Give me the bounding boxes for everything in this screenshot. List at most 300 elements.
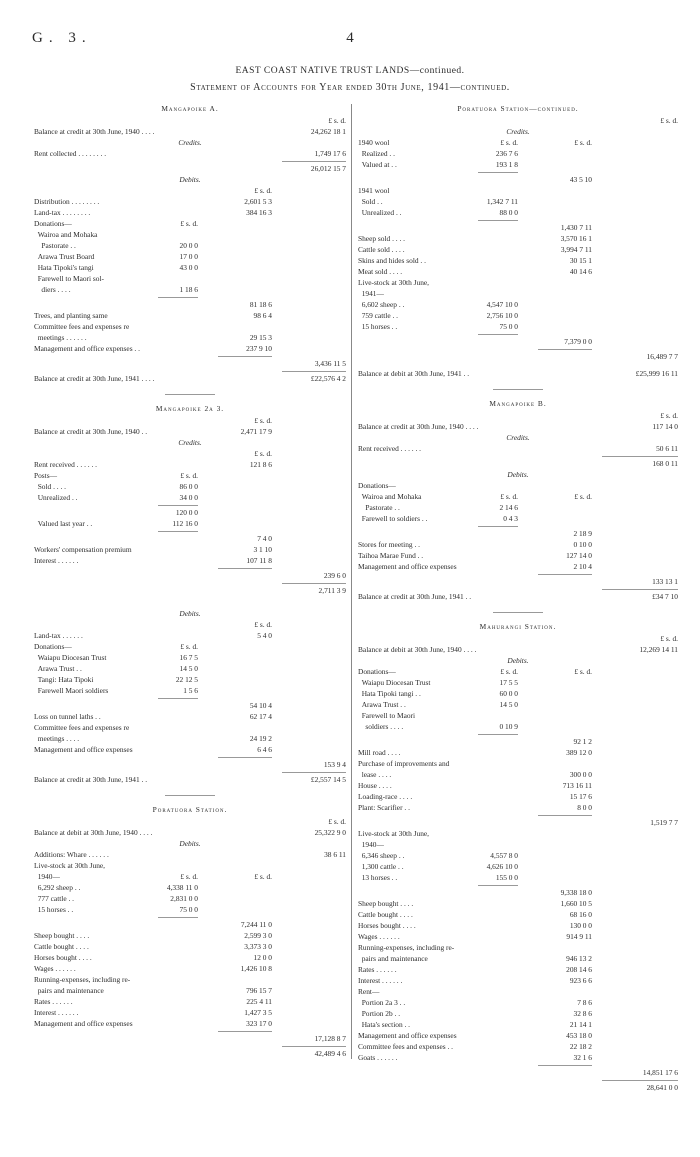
subsection-heading: Debits. (179, 839, 201, 848)
row-label: meetings . . . . . . (34, 333, 87, 342)
amount-c3: 153 9 4 (323, 760, 346, 769)
amount-c2: 29 15 3 (249, 333, 272, 342)
row-label: 13 horses . . (358, 873, 398, 882)
amount-c2: 3,373 3 0 (244, 942, 272, 951)
ledger-row (358, 1041, 678, 1052)
row-label: Taihoa Marae Fund . . (358, 551, 424, 560)
amount-c3: 14,851 17 6 (642, 1068, 678, 1077)
ledger-row (358, 644, 678, 655)
amount-c2: 9,338 18 0 (560, 888, 592, 897)
underline (282, 161, 346, 162)
amount-c3: £22,576 4 2 (310, 374, 346, 383)
row-label: Live-stock at 30th June, (358, 829, 430, 838)
ledger-row (358, 421, 678, 432)
underline (478, 734, 518, 735)
amount-c2: 0 10 0 (573, 540, 592, 549)
row-label: Loss on tunnel laths . . (34, 712, 101, 721)
underline (282, 772, 346, 773)
amount-c1: £ s. d. (180, 872, 198, 881)
underline (538, 815, 592, 816)
row-label: Balance at credit at 30th June, 1941 . . (34, 775, 148, 784)
ledger-row (358, 480, 678, 491)
amount-c2: 2,601 5 3 (244, 197, 272, 206)
amount-c2: 107 11 8 (246, 556, 272, 565)
amount-c1: 155 0 0 (495, 873, 518, 882)
row-label: Management and office expenses (358, 1031, 457, 1040)
ledger-row (34, 827, 346, 838)
row-label: Balance at debit at 30th June, 1940 . . . . (34, 828, 153, 837)
amount-c2: 3,994 7 11 (560, 245, 592, 254)
row-label: Balance at credit at 30th June, 1941 . . (358, 592, 472, 601)
row-label: Live-stock at 30th June, (358, 278, 430, 287)
ledger-row (358, 1067, 678, 1078)
row-label: 777 cattle . . (34, 894, 75, 903)
ledger-row (34, 332, 346, 343)
row-label: Committee fees and expenses . . (358, 1042, 454, 1051)
amount-c3: 38 6 11 (324, 850, 346, 859)
row-label: Balance at credit at 30th June, 1940 . . . . (34, 127, 155, 136)
ledger-row (358, 561, 678, 572)
row-label: Rent received . . . . . . (358, 444, 422, 453)
row-label: 759 cattle . . (358, 311, 399, 320)
amount-c2: 300 0 0 (569, 770, 592, 779)
ledger-row (358, 351, 678, 362)
ledger-row (358, 898, 678, 909)
row-label: 6,292 sheep . . (34, 883, 81, 892)
row-label: Farewell to soldiers . . (358, 514, 428, 523)
ledger-row (34, 759, 346, 770)
amount-c2: 62 17 4 (249, 712, 272, 721)
ledger-row (34, 919, 346, 930)
row-label: Wairoa and Mohaka (358, 492, 422, 501)
ledger-row (34, 700, 346, 711)
amount-c1: 86 0 0 (179, 482, 198, 491)
ledger-row (358, 802, 678, 813)
ledger-row (34, 218, 346, 229)
underline (282, 583, 346, 584)
amount-c3: 28,641 0 0 (646, 1083, 678, 1092)
ledger-row (34, 985, 346, 996)
amount-c3: 239 6 0 (323, 571, 346, 580)
ledger-row (358, 975, 678, 986)
ledger-row (358, 458, 678, 469)
document-subtitle: Statement of Accounts for Year ended 30th June, 1941—continued. (190, 82, 510, 93)
amount-c2: 7,379 0 0 (564, 337, 592, 346)
ledger-row (34, 871, 346, 882)
amount-c2: 81 18 6 (249, 300, 272, 309)
section-separator (493, 389, 543, 390)
ledger-row (34, 229, 346, 240)
amount-c3: 133 13 1 (652, 577, 678, 586)
row-label: Stores for meeting . . (358, 540, 420, 549)
amount-c1: 88 0 0 (499, 208, 518, 217)
amount-c2: £ s. d. (574, 138, 592, 147)
ledger-row (358, 828, 678, 839)
row-label: Management and office expenses (358, 562, 457, 571)
amount-c1: 17 0 0 (179, 252, 198, 261)
row-label: Farewell to Maori (358, 711, 416, 720)
row-label: Sheep sold . . . . (358, 234, 406, 243)
amount-c2: 8 0 0 (577, 803, 592, 812)
amount-c1: 22 12 5 (175, 675, 198, 684)
ledger-row (34, 630, 346, 641)
ledger-row (34, 685, 346, 696)
ledger-row (34, 481, 346, 492)
ledger-row (358, 872, 678, 883)
underline (478, 526, 518, 527)
section-title: Mangapoike 2a 3. (155, 404, 225, 413)
ledger-row (34, 570, 346, 581)
row-label: Rates . . . . . . (34, 997, 73, 1006)
row-label: Land-tax . . . . . . . . (34, 208, 91, 217)
row-label: lease . . . . (358, 770, 392, 779)
ledger-row (34, 148, 346, 159)
ledger-row (34, 358, 346, 369)
row-label: Workers' compensation premium (34, 545, 132, 554)
ledger-row (34, 321, 346, 332)
ledger-row (358, 222, 678, 233)
right-column (358, 100, 678, 1100)
ledger-row (358, 920, 678, 931)
row-label: Balance at credit at 30th June, 1941 . . . . (34, 374, 155, 383)
row-label: 1940— (358, 840, 384, 849)
amount-c2: 3 1 10 (253, 545, 272, 554)
amount-c3: 24,262 18 1 (310, 127, 346, 136)
amount-c3: 2,711 3 9 (318, 586, 346, 595)
row-label: Donations— (358, 667, 396, 676)
underline (478, 220, 518, 221)
underline (538, 1065, 592, 1066)
subsection-heading: Credits. (506, 433, 530, 442)
ledger-row (358, 576, 678, 587)
amount-c3: 25,322 9 0 (314, 828, 346, 837)
ledger-row (358, 115, 678, 126)
ledger-row (34, 711, 346, 722)
amount-c1: 1,342 7 11 (486, 197, 518, 206)
row-label: Donations— (34, 219, 72, 228)
ledger-row (34, 904, 346, 915)
ledger-row (358, 942, 678, 953)
ledger-row (34, 893, 346, 904)
amount-c2: 6 4 6 (257, 745, 272, 754)
underline (538, 574, 592, 575)
ledger-row (34, 115, 346, 126)
ledger-row (358, 159, 678, 170)
row-label: Sold . . (358, 197, 383, 206)
ledger-row (358, 148, 678, 159)
amount-c1: £ s. d. (180, 642, 198, 651)
amount-c2: 208 14 6 (566, 965, 592, 974)
amount-c2: 5 4 0 (257, 631, 272, 640)
ledger-row (34, 426, 346, 437)
amount-c1: £ s. d. (500, 492, 518, 501)
document-title: EAST COAST NATIVE TRUST LANDS—continued. (235, 66, 465, 76)
section-title: Poratuora Station—continued. (457, 104, 579, 113)
row-label: Farewell Maori soldiers (34, 686, 109, 695)
ledger-row (358, 1019, 678, 1030)
row-label: Arawa Trust . . (34, 664, 82, 673)
section-separator (165, 795, 215, 796)
ledger-row (34, 744, 346, 755)
ledger-row (358, 1082, 678, 1093)
row-label: Running-expenses, including re- (34, 975, 131, 984)
ledger-row (358, 137, 678, 148)
section-title: Mangapoike B. (489, 399, 547, 408)
amount-c1: 34 0 0 (179, 493, 198, 502)
underline (478, 885, 518, 886)
section-title: Poratuora Station. (152, 805, 228, 814)
ledger-row (34, 492, 346, 503)
row-label: Tangi: Hata Tipoki (34, 675, 94, 684)
row-label: Realized . . (358, 149, 395, 158)
amount-c2: 796 15 7 (246, 986, 272, 995)
amount-c1: 17 5 5 (499, 678, 518, 687)
ledger-row (34, 126, 346, 137)
row-label: 1941— (358, 289, 384, 298)
ledger-row (358, 502, 678, 513)
row-label: 1,300 cattle . . (358, 862, 404, 871)
ledger-row (34, 207, 346, 218)
ledger-row (358, 1008, 678, 1019)
amount-c2: £ s. d. (254, 872, 272, 881)
amount-c1: 236 7 6 (495, 149, 518, 158)
ledger-row (34, 952, 346, 963)
document-code: G. 3. (32, 30, 92, 46)
amount-c2: £ s. d. (574, 667, 592, 676)
ledger-row (34, 448, 346, 459)
amount-c2: 24 19 2 (249, 734, 272, 743)
amount-c3: £34 7 10 (652, 592, 678, 601)
amount-c1: 2 14 6 (499, 503, 518, 512)
ledger-row (34, 1033, 346, 1044)
amount-c3: £2,557 14 5 (310, 775, 346, 784)
row-label: Cattle bought . . . . (34, 942, 89, 951)
amount-c2: 15 17 6 (569, 792, 592, 801)
row-label: 6,346 sheep . . (358, 851, 405, 860)
ledger-row (34, 310, 346, 321)
amount-c2: 68 16 0 (569, 910, 592, 919)
row-label: Management and office expenses (34, 1019, 133, 1028)
row-label: Hata Tipoki tangi . . (358, 689, 421, 698)
amount-c1: 2,831 0 0 (170, 894, 198, 903)
row-label: Plant: Scarifier . . (358, 803, 410, 812)
amount-c2: 713 16 11 (562, 781, 592, 790)
ledger-row (358, 528, 678, 539)
underline (602, 456, 678, 457)
amount-c2: 2,471 17 9 (240, 427, 272, 436)
ledger-row (358, 688, 678, 699)
row-label: Pastorate . . (358, 503, 400, 512)
underline (218, 757, 272, 758)
amount-c1: 43 0 0 (179, 263, 198, 272)
ledger-row (34, 1048, 346, 1059)
row-label: Pastorate . . (34, 241, 76, 250)
left-column (34, 100, 346, 1100)
row-label: Wages . . . . . . (358, 932, 400, 941)
ledger-row (34, 251, 346, 262)
ledger-row (358, 953, 678, 964)
section-title: Mangapoike A. (161, 104, 219, 113)
amount-c1: 112 16 0 (172, 519, 198, 528)
amount-c2: 225 4 11 (246, 997, 272, 1006)
amount-c2: 98 6 4 (253, 311, 272, 320)
amount-c2: 946 13 2 (566, 954, 592, 963)
row-label: pairs and maintenance (34, 986, 104, 995)
amount-c1: £ s. d. (180, 219, 198, 228)
ledger-row (34, 774, 346, 785)
row-label: Loading-race . . . . (358, 792, 413, 801)
ledger-row (358, 986, 678, 997)
amount-c1: £ s. d. (500, 138, 518, 147)
ledger-row (358, 336, 678, 347)
ledger-row (358, 288, 678, 299)
amount-c1: £ s. d. (500, 667, 518, 676)
ledger-row (34, 459, 346, 470)
ledger-row (34, 930, 346, 941)
amount-c2: 323 17 0 (246, 1019, 272, 1028)
amount-c3: £25,999 16 11 (635, 369, 678, 378)
ledger-row (34, 196, 346, 207)
ledger-row (34, 555, 346, 566)
amount-c2: 1,427 3 5 (244, 1008, 272, 1017)
amount-c1: 16 7 5 (179, 653, 198, 662)
ledger-row (358, 839, 678, 850)
ledger-row (358, 196, 678, 207)
row-label: Additions: Whare . . . . . . (34, 850, 109, 859)
ledger-row (358, 677, 678, 688)
amount-c2: 923 6 6 (569, 976, 592, 985)
subsection-heading: Credits. (178, 138, 202, 147)
row-label: Farewell to Maori sol- (34, 274, 104, 283)
ledger-row (358, 633, 678, 644)
amount-c2: 21 14 1 (569, 1020, 592, 1029)
ledger-row (34, 507, 346, 518)
ledger-row (358, 699, 678, 710)
underline (158, 531, 198, 532)
ledger-row (34, 674, 346, 685)
amount-c1: 1 5 6 (183, 686, 198, 695)
amount-c3: £ s. d. (328, 817, 346, 826)
row-label: Unrealized . . (358, 208, 402, 217)
ledger-row (358, 321, 678, 332)
row-label: Wairoa and Mohaka (34, 230, 98, 239)
amount-c1: 20 0 0 (179, 241, 198, 250)
row-label: Waiapu Diocesan Trust (34, 653, 107, 662)
ledger-row (358, 491, 678, 502)
row-label: Sold . . . . (34, 482, 67, 491)
ledger-row (34, 849, 346, 860)
ledger-row (358, 909, 678, 920)
ledger-row (358, 861, 678, 872)
amount-c2: 2 18 9 (573, 529, 592, 538)
amount-c2: £ s. d. (254, 416, 272, 425)
row-label: Trees, and planting same (34, 311, 108, 320)
ledger-row (358, 513, 678, 524)
ledger-row (358, 780, 678, 791)
row-label: Hata's section . . (358, 1020, 411, 1029)
ledger-row (358, 736, 678, 747)
row-label: Skins and hides sold . . (358, 256, 426, 265)
amount-c3: £ s. d. (660, 634, 678, 643)
ledger-row (358, 410, 678, 421)
underline (478, 334, 518, 335)
amount-c2: 1,430 7 11 (560, 223, 592, 232)
amount-c2: £ s. d. (574, 492, 592, 501)
amount-c2: 389 12 0 (566, 748, 592, 757)
row-label: Mill road . . . . (358, 748, 401, 757)
ledger-row (34, 941, 346, 952)
row-label: Management and office expenses . . (34, 344, 140, 353)
amount-c2: 127 14 0 (566, 551, 592, 560)
amount-c3: 17,128 8 7 (314, 1034, 346, 1043)
amount-c1: £ s. d. (180, 471, 198, 480)
subsection-heading: Credits. (178, 438, 202, 447)
section-separator (493, 612, 543, 613)
amount-c2: 453 18 0 (566, 1031, 592, 1040)
row-label: 15 horses . . (358, 322, 398, 331)
ledger-row (358, 443, 678, 454)
amount-c2: £ s. d. (254, 449, 272, 458)
row-label: Portion 2a 3 . . (358, 998, 406, 1007)
ledger-row (34, 1018, 346, 1029)
ledger-row (34, 1007, 346, 1018)
section-title: Mahurangi Station. (479, 622, 557, 631)
row-label: 1941 wool (358, 186, 390, 195)
ledger-row (34, 163, 346, 174)
row-label: Meat sold . . . . (358, 267, 403, 276)
amount-c2: 2,599 3 0 (244, 931, 272, 940)
ledger-row (358, 277, 678, 288)
row-label: Distribution . . . . . . . . (34, 197, 100, 206)
row-label: Sheep bought . . . . (358, 899, 414, 908)
underline (602, 589, 678, 590)
row-label: Rent collected . . . . . . . . (34, 149, 107, 158)
row-label: Donations— (34, 642, 72, 651)
row-label: Land-tax . . . . . . (34, 631, 83, 640)
row-label: Balance at credit at 30th June, 1940 . . (34, 427, 148, 436)
amount-c3: 1,519 7 7 (650, 818, 678, 827)
amount-c2: £ s. d. (254, 186, 272, 195)
ledger-row (34, 722, 346, 733)
underline (218, 568, 272, 569)
underline (218, 1031, 272, 1032)
amount-c1: 2,756 10 0 (486, 311, 518, 320)
amount-c3: 1,749 17 6 (314, 149, 346, 158)
row-label: Management and office expenses (34, 745, 133, 754)
amount-c3: 42,489 4 6 (314, 1049, 346, 1058)
subsection-heading: Credits. (506, 127, 530, 136)
ledger-row (358, 721, 678, 732)
ledger-row (358, 368, 678, 379)
amount-c2: 3,570 16 1 (560, 234, 592, 243)
amount-c2: 22 18 2 (569, 1042, 592, 1051)
ledger-row (358, 299, 678, 310)
amount-c2: 130 0 0 (569, 921, 592, 930)
amount-c1: 60 0 0 (499, 689, 518, 698)
underline (158, 297, 198, 298)
ledger-row (34, 996, 346, 1007)
ledger-row (34, 652, 346, 663)
amount-c1: 4,557 8 0 (490, 851, 518, 860)
underline (282, 1046, 346, 1047)
ledger-row (34, 299, 346, 310)
row-label: Wages . . . . . . (34, 964, 76, 973)
ledger-row (34, 544, 346, 555)
page-header (32, 30, 668, 50)
ledger-row (358, 758, 678, 769)
amount-c2: 7,244 11 0 (240, 920, 272, 929)
amount-c3: £ s. d. (660, 411, 678, 420)
